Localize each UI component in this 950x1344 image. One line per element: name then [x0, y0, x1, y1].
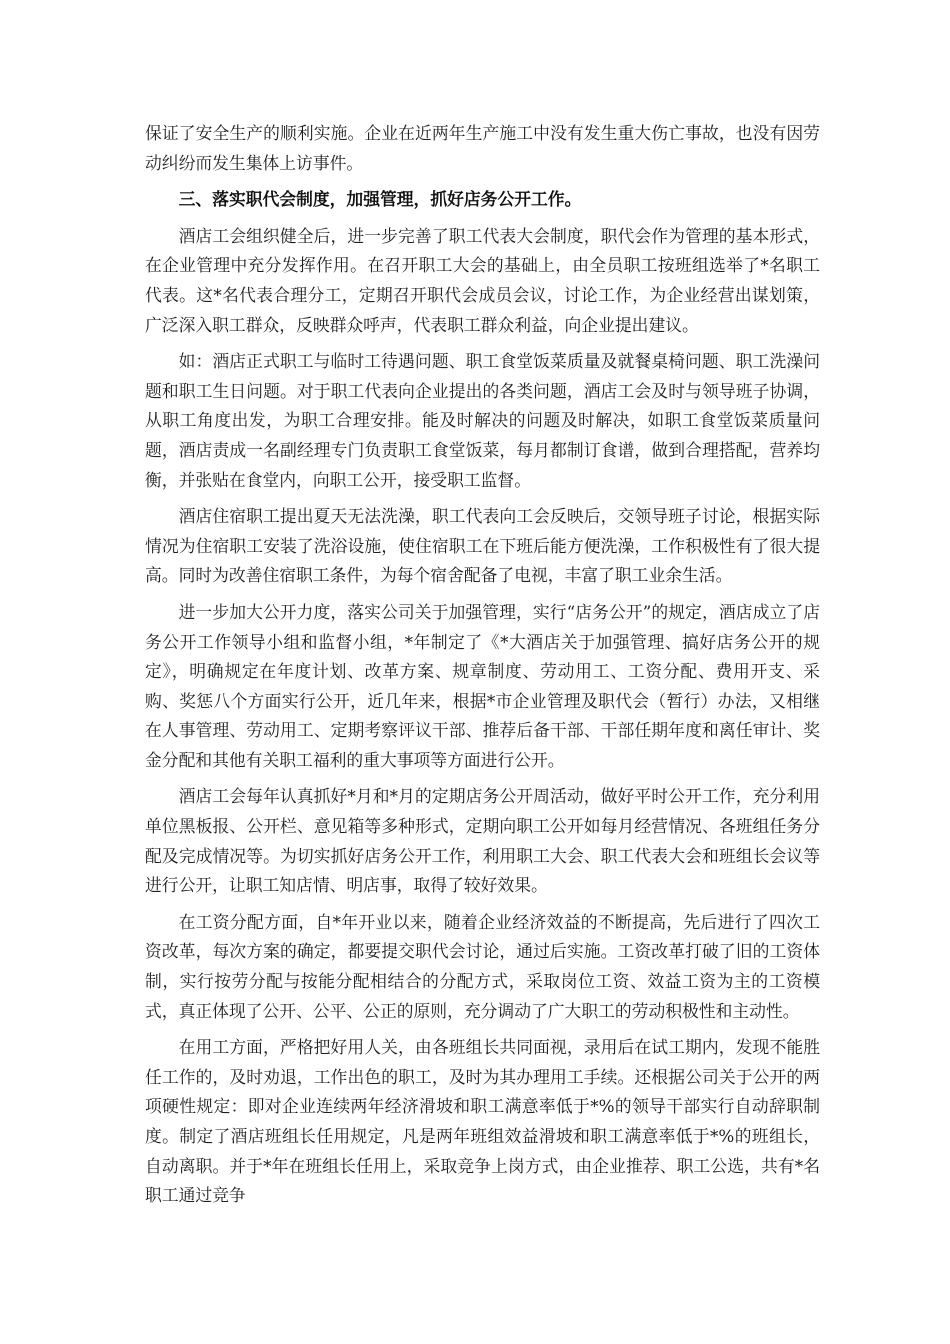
paragraph-continued: 保证了安全生产的顺利实施。企业在近两年生产施工中没有发生重大伤亡事故，也没有因劳动纠纷而发生集体上访事件。 [145, 123, 820, 173]
paragraph-disclosure: 进一步加大公开力度，落实公司关于加强管理，实行“店务公开”的规定，酒店成立了店务公开工作领导小组和监督小组，*年制定了《*大酒店关于加强管理、搞好店务公开的规定》，明确规定在年度计划、改革方案、规章制度、劳动用工、工资分配、费用开支、采购、奖惩八个方面实行公开，近几年来，根据*市企业管理及职代会（暂行）办法，又相继在人事管理、劳动用工、定期考察评议干部、推荐后备干部、干部任期年度和离任审计、奖金分配和其他有关职工福利的重大事项等方面进行公开。 [145, 601, 820, 770]
paragraph-employment: 在用工方面，严格把好用人关，由各班组长共同面视，录用后在试工期内，发现不能胜任工作的，及时劝退，工作出色的职工，及时为其办理用工手续。还根据公司关于公开的两项硬性规定：即对企业连续两年经济滑坡和职工满意率低于*%的领导干部实行自动辞职制度。制定了酒店班组长任用规定，凡是两年班组效益滑坡和职工满意率低于*%的班组长，自动离职。并于*年在班组长任用上，采取竞争上岗方式，由企业推荐、职工公选，共有*名职工通过竞争 [145, 1037, 820, 1206]
section-heading: 三、落实职代会制度，加强管理，抓好店务公开工作。 [178, 189, 582, 210]
paragraph-disclosure-week: 酒店工会每年认真抓好*月和*月的定期店务公开周活动，做好平时公开工作，充分利用单位黑板报、公开栏、意见箱等多种形式，定期向职工公开如每月经营情况、各班组任务分配及完成情况等。为切实抓好店务公开工作，利用职工大会、职工代表大会和班组长会议等进行公开，让职工知店情、明店事，取得了较好效果。 [145, 786, 820, 896]
paragraph-dormitory: 酒店住宿职工提出夏天无法洗澡，职工代表向工会反映后，交领导班子讨论，根据实际情况为住宿职工安装了洗浴设施，使住宿职工在下班后能方便洗澡，工作积极性有了很大提高。同时为改善住宿职工条件，为每个宿舍配备了电视，丰富了职工业余生活。 [145, 506, 820, 586]
document-body [145, 119, 820, 1218]
paragraph-wage-reform: 在工资分配方面，自*年开业以来，随着企业经济效益的不断提高，先后进行了四次工资改革，每次方案的确定，都要提交职代会讨论，通过后实施。工资改革打破了旧的工资体制，实行按劳分配与按能分配相结合的分配方式，采取岗位工资、效益工资为主的工资模式，真正体现了公开、公平、公正的原则，充分调动了广大职工的劳动积极性和主动性。 [145, 911, 820, 1021]
paragraph-example-issues: 如：酒店正式职工与临时工待遇问题、职工食堂饭菜质量及就餐桌椅问题、职工洗澡问题和职工生日问题。对于职工代表向企业提出的各类问题，酒店工会及时与领导班子协调，从职工角度出发，为职工合理安排。能及时解决的问题及时解决，如职工食堂饭菜质量问题，酒店责成一名副经理专门负责职工食堂饭菜，每月都制订食谱，做到合理搭配，营养均衡，并张贴在食堂内，向职工公开，接受职工监督。 [145, 351, 820, 490]
paragraph-workers-congress: 酒店工会组织健全后，进一步完善了职工代表大会制度，职代会作为管理的基本形式，在企业管理中充分发挥作用。在召开职工大会的基础上，由全员职工按班组选举了*名职工代表。这*名代表合理分工，定期召开职代会成员会议，讨论工作，为企业经营出谋划策，广泛深入职工群众，反映群众呼声，代表职工群众利益，向企业提出建议。 [145, 225, 820, 335]
